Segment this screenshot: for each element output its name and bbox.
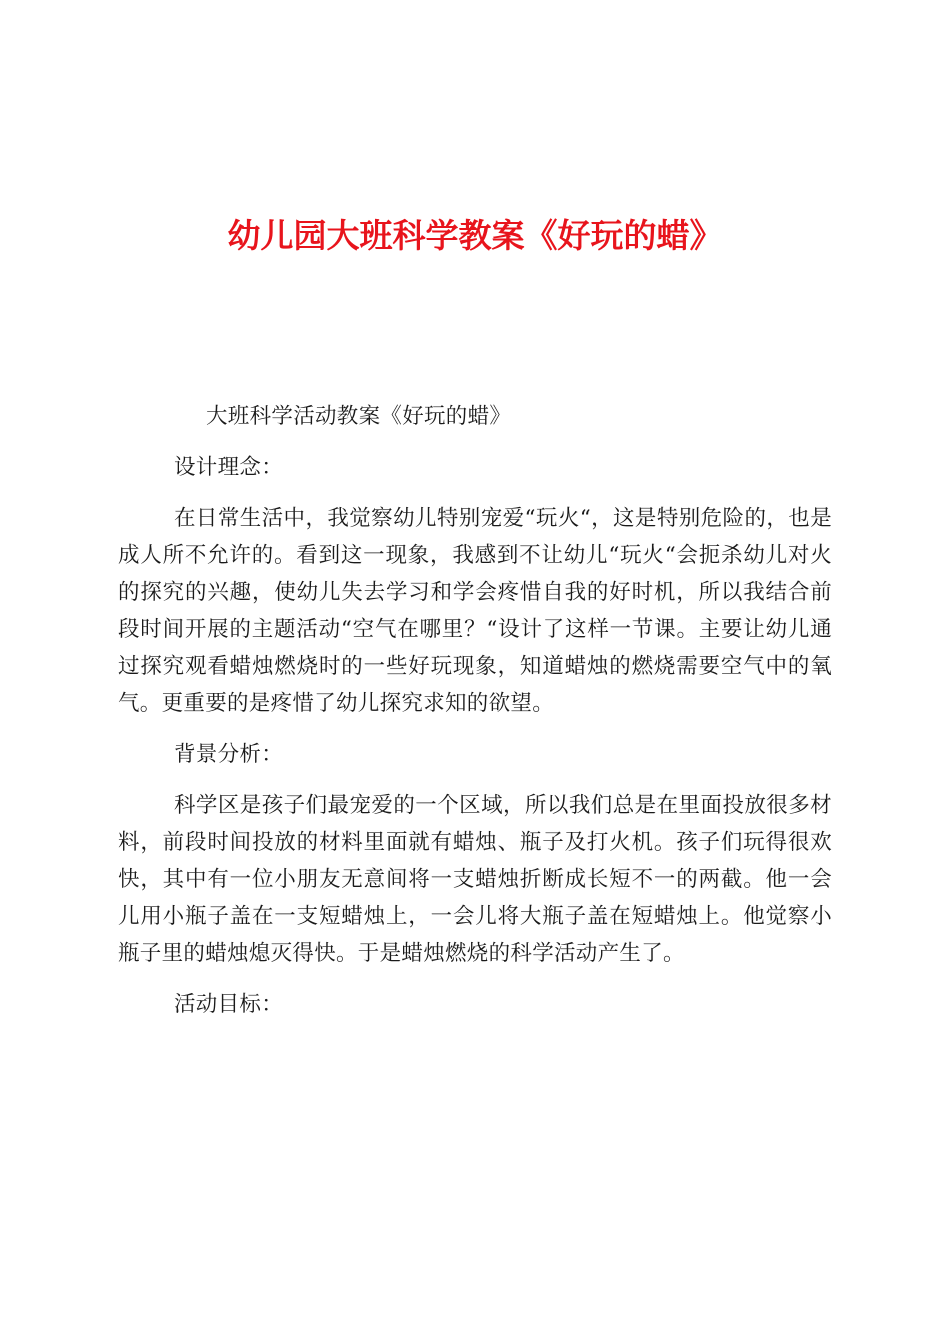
document-subtitle: 大班科学活动教案《好玩的蜡》 bbox=[206, 404, 512, 429]
section-heading-objectives: 活动目标： bbox=[174, 992, 284, 1017]
section-paragraph-design-concept: 在日常生活中，我觉察幼儿特别宠爱“玩火“，这是特别危险的，也是成人所不允许的。看到这一现象，我感到不让幼儿“玩火“会扼杀幼儿对火的探究的兴趣，使幼儿失去学习和学会疼惜自我的好时机，所以我结合前段时间开展的主题活动“空气在哪里？“设计了这样一节课。主要让幼儿通过探究观看蜡烛燃烧时的一些好玩现象，知道蜡烛的燃烧需要空气中的氧气。更重要的是疼惜了幼儿探究求知的欲望。 bbox=[118, 506, 832, 716]
document-body bbox=[118, 398, 832, 1037]
document-title: 幼儿园大班科学教案《好玩的蜡》 bbox=[227, 216, 723, 255]
section-heading-background: 背景分析： bbox=[174, 742, 284, 767]
section-paragraph-background: 科学区是孩子们最宠爱的一个区域，所以我们总是在里面投放很多材料，前段时间投放的材料里面就有蜡烛、瓶子及打火机。孩子们玩得很欢快，其中有一位小朋友无意间将一支蜡烛折断成长短不一的两截。他一会儿用小瓶子盖在一支短蜡烛上，一会儿将大瓶子盖在短蜡烛上。他觉察小瓶子里的蜡烛熄灭得快。于是蜡烛燃烧的科学活动产生了。 bbox=[118, 793, 832, 966]
section-heading-design-concept: 设计理念： bbox=[174, 455, 284, 480]
